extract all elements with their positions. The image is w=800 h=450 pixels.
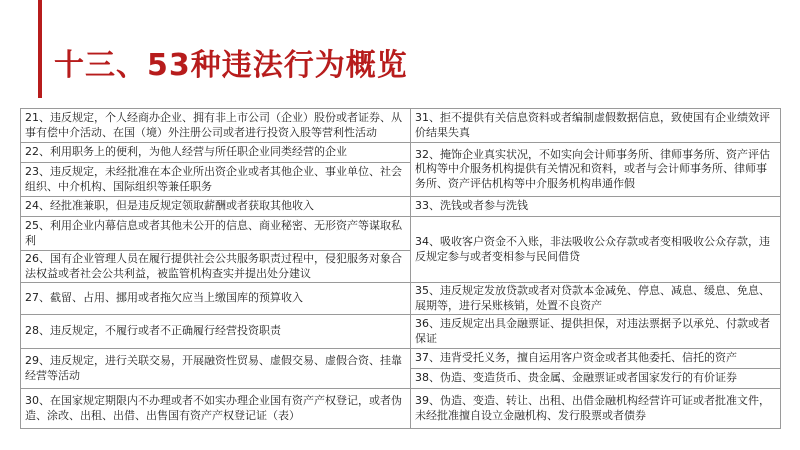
table-row: [21, 349, 781, 369]
table-row: [21, 143, 781, 163]
violation-item-28: 28、违反规定，不履行或者不正确履行经营投资职责: [21, 315, 411, 349]
violation-item-29: 29、违反规定，进行关联交易，开展融资性贸易、虚假交易、虚假合资、挂靠经营等活动: [21, 349, 411, 389]
violation-item-35: 35、违反规定发放贷款或者对贷款本金减免、停息、减息、缓息、免息、展期等，进行呆账核销，处置不良资产: [411, 283, 781, 315]
violation-item-22: 22、利用职务上的便利，为他人经营与所任职企业同类经营的企业: [21, 143, 411, 163]
violation-item-31: 31、拒不提供有关信息资料或者编制虚假数据信息，致使国有企业绩效评价结果失真: [411, 109, 781, 143]
title-accent-bar: [38, 0, 42, 98]
violation-item-27: 27、截留、占用、挪用或者拖欠应当上缴国库的预算收入: [21, 283, 411, 315]
table-row: [21, 315, 781, 349]
violation-item-25: 25、利用企业内幕信息或者其他未公开的信息、商业秘密、无形资产等谋取私利: [21, 217, 411, 251]
violation-item-23: 23、违反规定，未经批准在本企业所出资企业或者其他企业、事业单位、社会组织、中介机构、国际组织等兼任职务: [21, 163, 411, 197]
table-row: [21, 197, 781, 217]
violation-item-37: 37、违背受托义务，擅自运用客户资金或者其他委托、信托的资产: [411, 349, 781, 369]
violation-item-39: 39、伪造、变造、转让、出租、出借金融机构经营许可证或者批准文件，未经批准擅自设立金融机构、发行股票或者债券: [411, 389, 781, 429]
violation-item-30: 30、在国家规定期限内不办理或者不如实办理企业国有资产产权登记，或者伪造、涂改、出租、出借、出售国有资产产权登记证（表）: [21, 389, 411, 429]
violation-item-34: 34、吸收客户资金不入账，非法吸收公众存款或者变相吸收公众存款，违反规定参与或者变相参与民间借贷: [411, 217, 781, 283]
page-title: 十三、53种违法行为概览: [54, 48, 408, 83]
violations-table: [20, 108, 781, 429]
violation-item-21: 21、违反规定，个人经商办企业、拥有非上市公司（企业）股份或者证券、从事有偿中介活动、在国（境）外注册公司或者进行投资入股等营利性活动: [21, 109, 411, 143]
table-row: [21, 109, 781, 143]
violation-item-33: 33、洗钱或者参与洗钱: [411, 197, 781, 217]
violation-item-26: 26、国有企业管理人员在履行提供社会公共服务职责过程中，侵犯服务对象合法权益或者社会公共利益，被监管机构查实并提出处分建议: [21, 251, 411, 283]
violation-item-36: 36、违反规定出具金融票证、提供担保，对违法票据予以承兑、付款或者保证: [411, 315, 781, 349]
violations-table-container: [20, 108, 780, 429]
table-row: [21, 389, 781, 429]
table-row: [21, 283, 781, 315]
violation-item-32: 32、掩饰企业真实状况，不如实向会计师事务所、律师事务所、资产评估机构等中介服务机构提供有关情况和资料，或者与会计师事务所、律师事务所、资产评估机构等中介服务机构串通作假: [411, 143, 781, 197]
table-row: [21, 217, 781, 251]
violation-item-38: 38、伪造、变造货币、贵金属、金融票证或者国家发行的有价证券: [411, 369, 781, 389]
violation-item-24: 24、经批准兼职，但是违反规定领取薪酬或者获取其他收入: [21, 197, 411, 217]
